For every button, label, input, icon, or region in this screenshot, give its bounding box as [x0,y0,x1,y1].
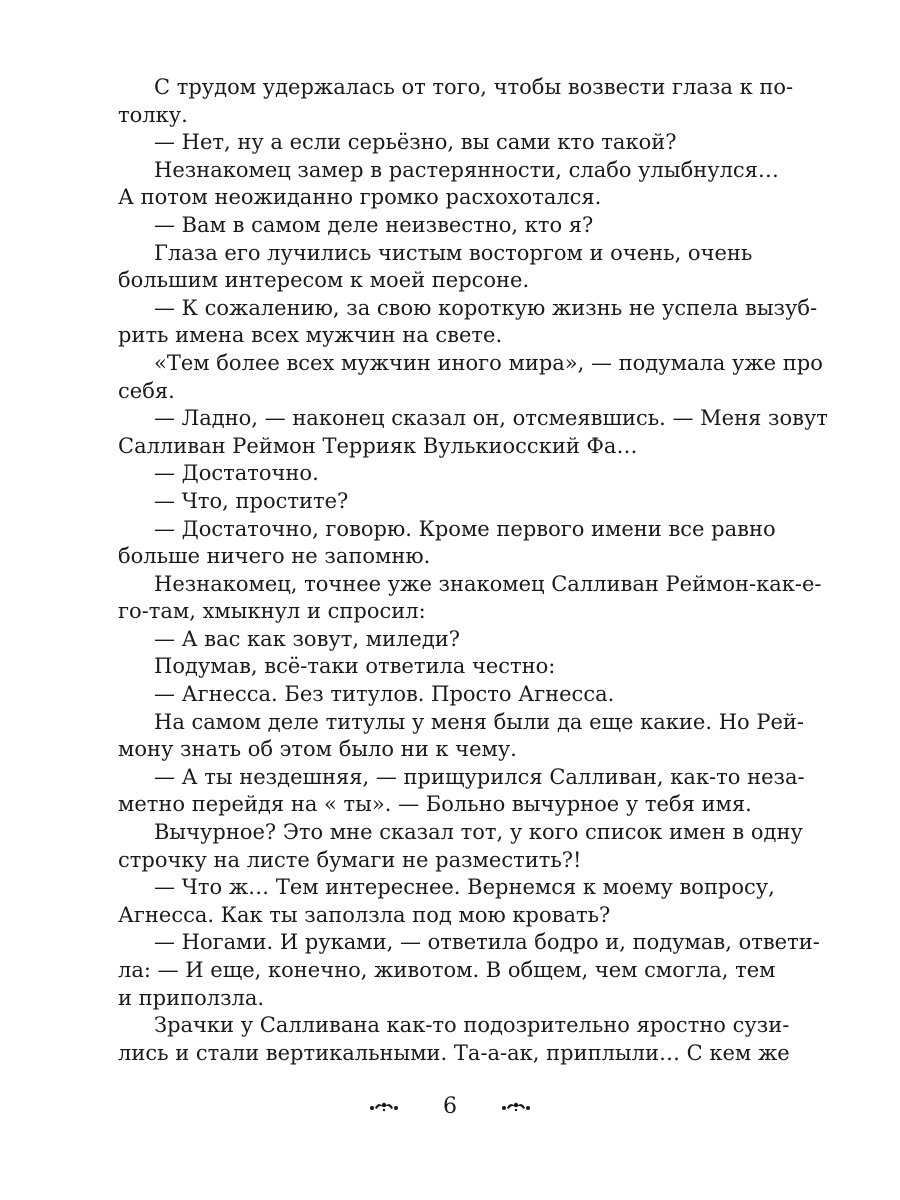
text-line: С трудом удержалась от того, чтобы возвести глаза к по- [154,75,794,99]
text-line: — А ты нездешняя, — прищурился Салливан, как-то неза- [154,764,805,789]
text-line: — Что, простите? [154,488,349,513]
text-line: Подумав, всё-таки ответила честно: [154,654,556,679]
text-line: — Достаточно. [154,461,319,486]
page-footer [0,1093,900,1119]
text-line: ла: — И еще, конечно, животом. В общем, чем смогла, тем [118,958,776,982]
text-line: метно перейдя на « ты». — Больно вычурное у тебя имя. [118,792,752,817]
text-line: Незнакомец замер в растерянности, слабо улыбнулся… [154,157,779,182]
text-line: Вычурное? Это мне сказал тот, у кого список имен в одну [154,820,803,845]
text-line: толку. [118,102,188,127]
text-line: — Агнесса. Без титулов. Просто Агнесса. [154,682,615,707]
text-line: — Достаточно, говорю. Кроме первого имени все равно [154,516,776,541]
text-line: На самом деле титулы у меня были да еще какие. Но Рей- [154,709,804,734]
text-line: мону знать об этом было ни к чему. [118,737,517,762]
text-line: Зрачки у Салливана как-то подозрительно яростно сузи- [154,1013,790,1038]
text-line: и приползла. [118,985,265,1010]
text-line: А потом неожиданно громко расхохотался. [118,185,602,210]
ornament-icon [368,1099,400,1113]
text-line: рить имена всех мужчин на свете. [118,323,503,348]
text-line: больше ничего не запомню. [118,544,431,569]
book-page-text [118,74,828,1067]
text-line: лись и стали вертикальными. Та-а-ак, приплыли… С кем же [118,1040,790,1065]
ornament-icon [500,1099,532,1113]
text-line: большим интересом к моей персоне. [118,268,530,293]
text-line: — К сожалению, за свою короткую жизнь не успела вызуб- [154,295,818,320]
text-line: — А вас как зовут, миледи? [154,626,461,651]
text-line: Агнесса. Как ты заползла под мою кровать? [118,902,611,927]
text-line: — Вам в самом деле неизвестно, кто я? [154,212,594,237]
text-line: — Ладно, — наконец сказал он, отсмеявшись. — Меня зовут [154,406,828,431]
text-line: — Ногами. И руками, — ответила бодро и, подумав, ответи- [154,930,820,955]
page-number: 6 [443,1093,457,1119]
text-line: го-там, хмыкнул и спросил: [118,599,426,624]
text-line: Салливан Реймон Террияк Вулькиосский Фа… [118,433,638,458]
text-line: Глаза его лучились чистым восторгом и очень, очень [154,240,753,265]
text-line: — Что ж… Тем интереснее. Вернемся к моему вопросу, [154,875,775,900]
text-line: себя. [118,378,175,403]
text-line: «Тем более всех мужчин иного мира», — подумала уже про [154,350,823,375]
text-line: Незнакомец, точнее уже знакомец Салливан Реймон-как-е- [154,571,822,596]
text-line: — Нет, ну а если серьёзно, вы сами кто такой? [154,130,677,155]
text-line: строчку на листе бумаги не разместить?! [118,847,582,872]
